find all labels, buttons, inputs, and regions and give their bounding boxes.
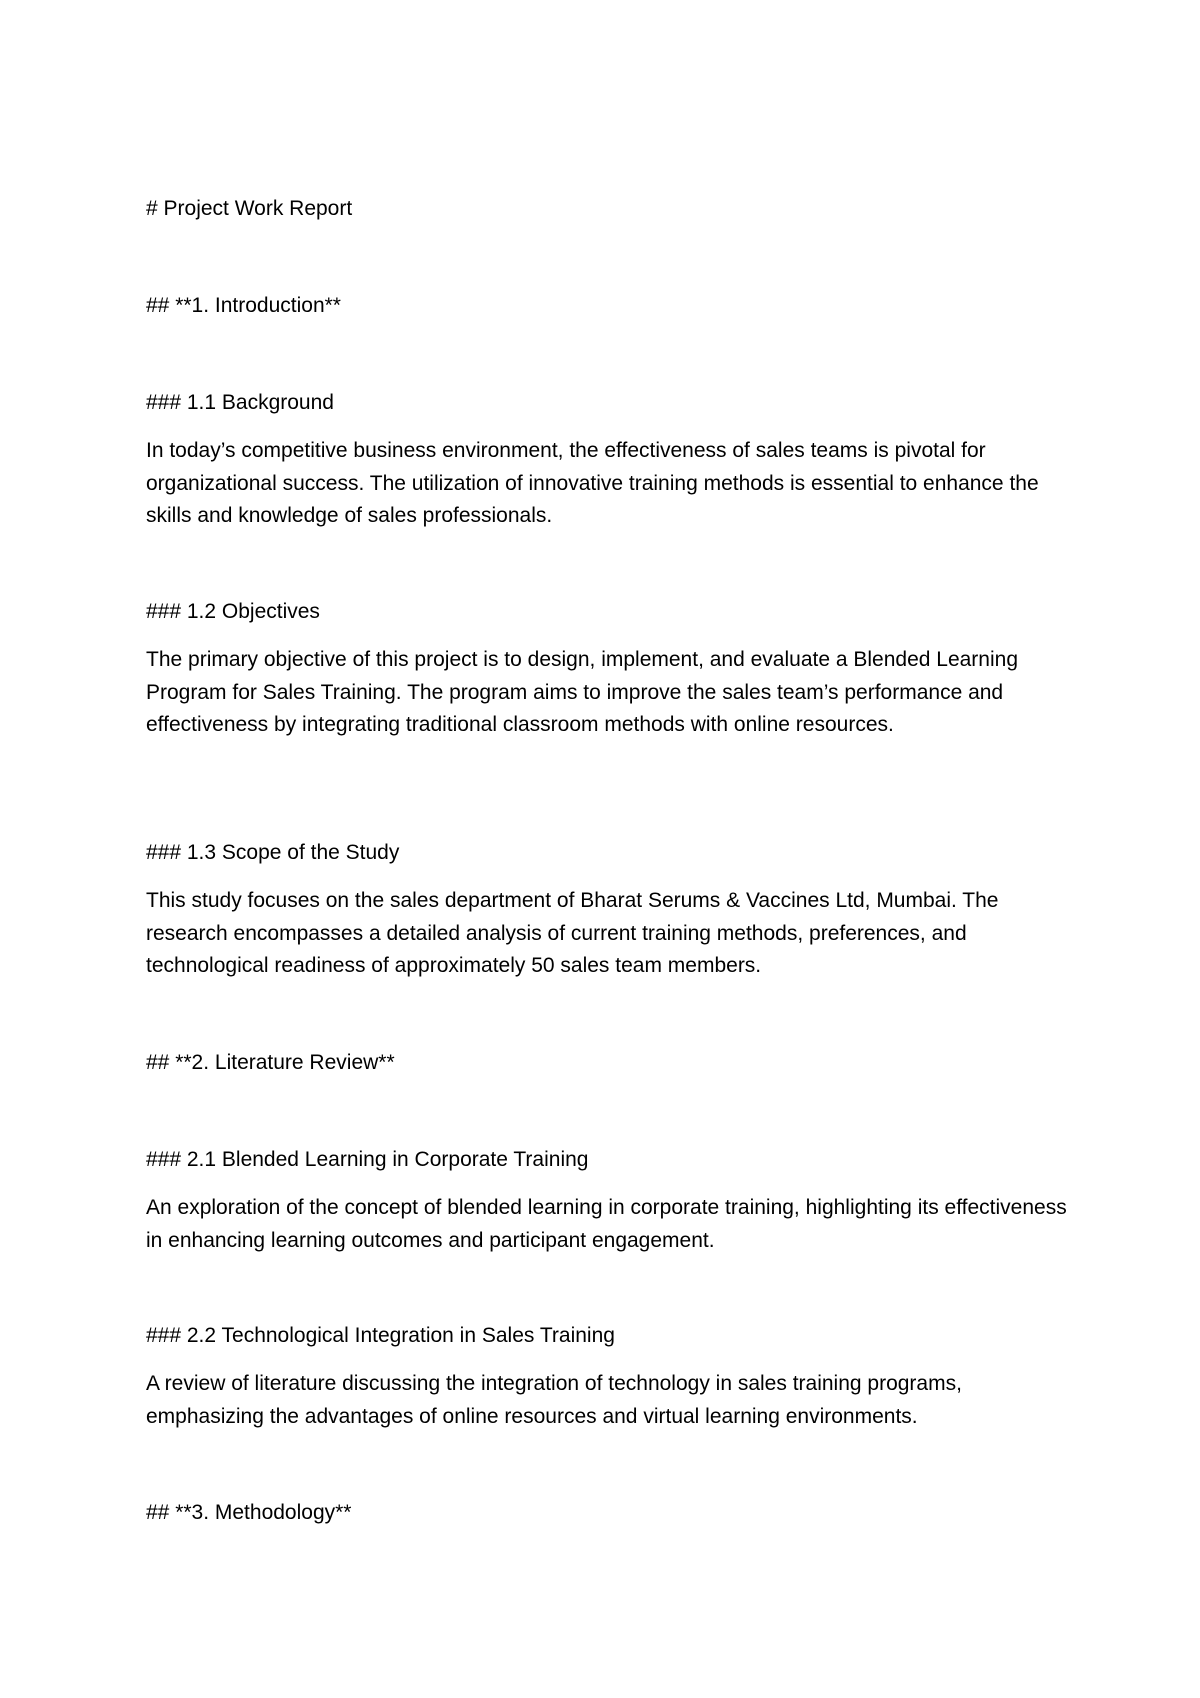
- subsection-heading-scope: ### 1.3 Scope of the Study: [146, 841, 400, 864]
- section-heading-methodology: ## **3. Methodology**: [146, 1501, 352, 1524]
- subsection-heading-background: ### 1.1 Background: [146, 391, 334, 414]
- paragraph-blended-learning: An exploration of the concept of blended learning in corporate training, highlighting its effectiveness in enhancing learning outcomes and participant engagement.: [146, 1196, 1067, 1252]
- paragraph-background: In today’s competitive business environment, the effectiveness of sales teams is pivotal for organizational success. The utilization of innovative training methods is essential to enhance the skills and knowledge of sales professionals.: [146, 439, 1039, 527]
- document-title: # Project Work Report: [146, 197, 353, 220]
- subsection-heading-blended-learning: ### 2.1 Blended Learning in Corporate Training: [146, 1148, 589, 1171]
- paragraph-technological-integration: A review of literature discussing the integration of technology in sales training programs, emphasizing the advantages of online resources and virtual learning environments.: [146, 1372, 962, 1428]
- section-heading-literature-review: ## **2. Literature Review**: [146, 1051, 395, 1074]
- paragraph-scope: This study focuses on the sales department of Bharat Serums & Vaccines Ltd, Mumbai. The research encompasses a detailed analysis of current training methods, preferences, and technological readiness of approximately 50 sales team members.: [146, 889, 999, 977]
- subsection-heading-technological-integration: ### 2.2 Technological Integration in Sales Training: [146, 1324, 615, 1347]
- paragraph-objectives: The primary objective of this project is to design, implement, and evaluate a Blended Learning Program for Sales Training. The program aims to improve the sales team’s performance and effectiveness by integrating traditional classroom methods with online resources.: [146, 648, 1018, 736]
- subsection-heading-objectives: ### 1.2 Objectives: [146, 600, 320, 623]
- section-heading-introduction: ## **1. Introduction**: [146, 294, 341, 317]
